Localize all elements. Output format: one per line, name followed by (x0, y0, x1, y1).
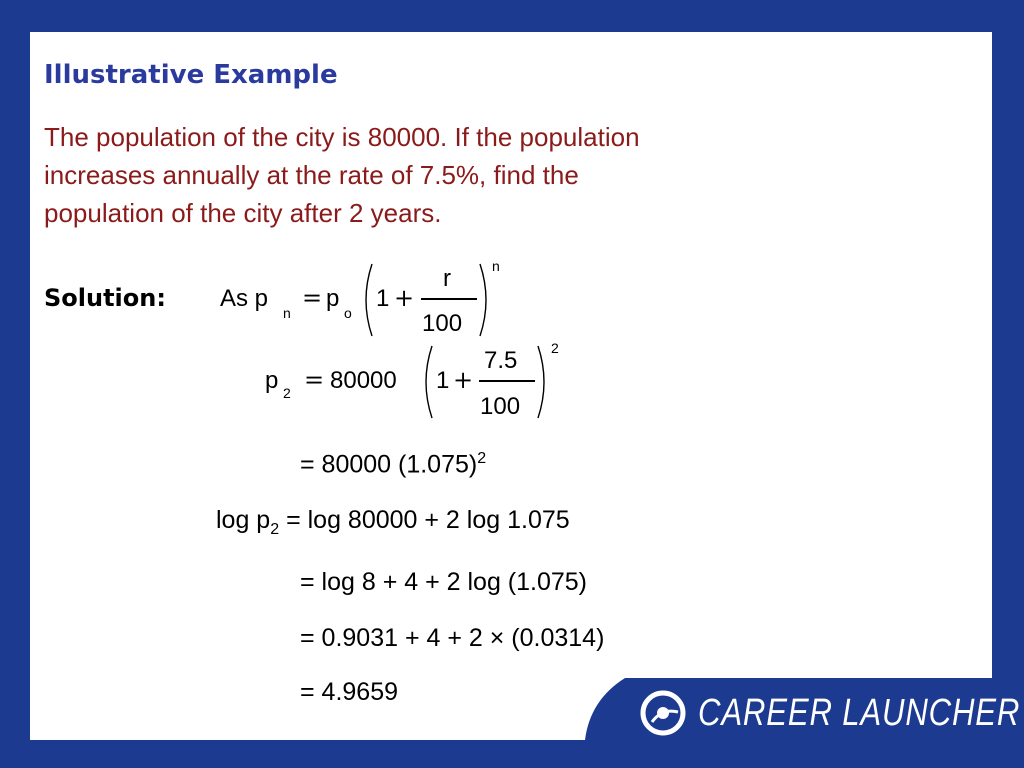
step-result: = 4.9659 (300, 678, 399, 706)
formula-sub-n: n (283, 305, 291, 321)
formula2-coefficient: 80000 (330, 367, 397, 394)
formula-as-p: As p (220, 285, 269, 312)
formula2-exponent: 2 (551, 340, 559, 356)
brand-name: CAREER LAUNCHER (698, 691, 1021, 734)
formula2-plus: + (453, 366, 474, 394)
formula-exponent: n (492, 258, 500, 274)
fraction-numerator: r (443, 265, 451, 292)
fraction2-bar (479, 380, 535, 382)
step-log-split: = log 8 + 4 + 2 log (1.075) (300, 568, 588, 596)
formula-equals: = (302, 284, 323, 312)
fraction-bar (421, 298, 477, 300)
formula2-sub: 2 (283, 385, 291, 401)
fraction2-numerator: 7.5 (484, 347, 518, 374)
problem-statement: The population of the city is 80000. If the population increases annually at the rate of 7.5%, find the population of the city after 2 years. (44, 122, 640, 228)
left-paren (418, 344, 434, 420)
career-launcher-swirl-icon (640, 690, 686, 736)
right-paren (536, 344, 552, 420)
slide-title: Illustrative Example (44, 60, 338, 90)
formula2-p: p (265, 367, 279, 394)
formula-one: 1 (376, 285, 390, 312)
formula2-equals: = (304, 366, 325, 394)
formula-sub-o: o (344, 305, 352, 321)
step-log-equation: $\log p_2 = \log 80000 + 2$ log 1.075 (216, 506, 570, 538)
formula2-one: 1 (436, 367, 450, 394)
step-log-values: = 0.9031 + 4 + 2 × (0.0314) (300, 624, 605, 652)
formula-plus: + (394, 284, 415, 312)
brand-logo (640, 690, 1024, 736)
formula-p: p (326, 285, 340, 312)
fraction2-denominator: 100 (480, 393, 521, 420)
solution-label: Solution: (44, 284, 166, 312)
fraction-denominator: 100 (422, 310, 463, 337)
left-paren (358, 262, 374, 338)
step-expanded-value: = 80000 $(1.075)^2$ (300, 450, 487, 479)
